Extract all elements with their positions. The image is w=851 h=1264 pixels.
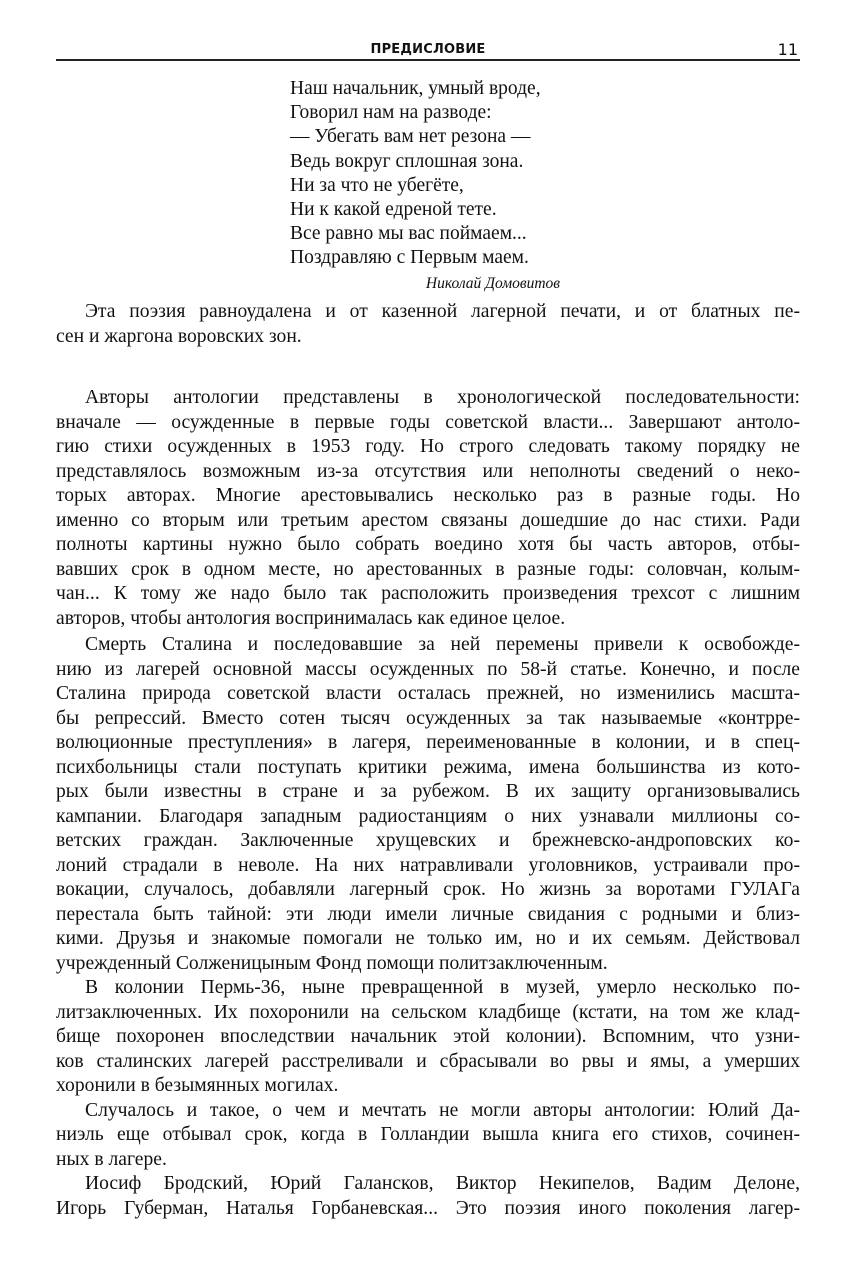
- text-line: психбольницы стали поступать критики режима, имена большинства из кото-: [56, 756, 800, 778]
- text-line: торых авторах. Многие арестовывались несколько раз в разные годы. Но: [56, 485, 800, 506]
- text-line: бы репрессий. Вместо сотен тысяч осужденных за так называемые «контрре-: [56, 707, 800, 729]
- poem-line: — Убегать вам нет резона —: [290, 126, 531, 148]
- text-line: лоний страдали в неволе. На них натравливали уголовников, устраивали про-: [56, 854, 800, 876]
- text-line: ков сталинских лагерей расстреливали и сбрасывали во рвы и ямы, а умерших: [56, 1050, 800, 1072]
- text-line: Эта поэзия равноудалена и от казенной лагерной печати, и от блатных пе-: [85, 301, 800, 322]
- text-line: В колонии Пермь-36, ныне превращенной в музей, умерло несколько по-: [85, 977, 800, 998]
- text-line: ветских граждан. Заключенные хрущевских и брежневско-андроповских ко-: [56, 830, 800, 851]
- paragraph-1: [56, 300, 800, 349]
- text-line: именно со вторым или третьим арестом связаны дошедшие до нас стихи. Ради: [56, 509, 800, 531]
- text-line: бище похоронен впоследствии начальник этой колонии). Вспомним, что узни-: [56, 1026, 800, 1047]
- running-head-title: ПРЕДИСЛОВИЕ: [370, 42, 486, 57]
- paragraph-3: [56, 633, 800, 1221]
- poem-line: Ведь вокруг сплошная зона.: [290, 150, 524, 172]
- text-line: гию стихи осужденных в 1953 году. Но строго следовать такому порядку не: [56, 436, 800, 457]
- text-line: ниэль еще отбывал срок, когда в Голландии вышла книга его стихов, сочинен-: [56, 1124, 800, 1145]
- text-line: волюционные преступления» в лагеря, переименованные в колонии, и в спец-: [56, 732, 800, 753]
- paragraph-2: [56, 386, 800, 631]
- poem-line: Ни за что не убегёте,: [290, 174, 464, 196]
- text-line: перестала быть тайной: эти люди имели личные свидания с родными и близ-: [56, 903, 800, 925]
- text-line: Игорь Губерман, Наталья Горбаневская... Это поэзия иного поколения лагер-: [56, 1197, 800, 1219]
- text-line: кими. Друзья и знакомые помогали не только им, но и их семьям. Действовал: [56, 928, 800, 949]
- poem-author: Николай Домовитов: [425, 275, 560, 292]
- text-line: Иосиф Бродский, Юрий Галансков, Виктор Некипелов, Вадим Делоне,: [85, 1173, 800, 1194]
- text-line: нию из лагерей основной массы осужденных по 58-й статье. Конечно, и после: [56, 658, 800, 680]
- text-line: полноты картины нужно было собрать воедино хотя бы часть авторов, отбы-: [56, 534, 800, 555]
- poem-line: Все равно мы вас поймаем...: [290, 223, 527, 245]
- poem-line: Говорил нам на разводе:: [290, 102, 492, 124]
- poem-epigraph: [290, 77, 541, 271]
- text-line: учрежденный Солженицыным Фонд помощи политзаключенным.: [56, 952, 608, 974]
- text-line: Сталина природа советской власти осталась прежней, но изменились масшта-: [56, 683, 800, 704]
- text-line: сен и жаргона воровских зон.: [56, 325, 302, 347]
- text-line: авторов, чтобы антология воспринималась как единое целое.: [56, 607, 566, 629]
- header-rule: [56, 59, 800, 61]
- page-number: 11: [777, 40, 798, 59]
- running-head: [56, 40, 800, 60]
- text-line: вавших срок в одном месте, но арестованных в разные годы: соловчан, колым-: [56, 558, 800, 580]
- text-line: Смерть Сталина и последовавшие за ней перемены привели к освобожде-: [85, 634, 800, 655]
- text-line: представлялось возможным из-за отсутствия или неполноты сведений о неко-: [56, 460, 800, 482]
- text-line: Случалось и такое, о чем и мечтать не могли авторы антологии: Юлий Да-: [85, 1099, 800, 1121]
- text-line: рых были известны в стране и за рубежом. В их защиту организовывались: [56, 781, 800, 802]
- text-line: вокации, случалось, добавляли лагерный срок. Но жизнь за воротами ГУЛАГа: [56, 879, 800, 900]
- text-line: ных в лагере.: [56, 1148, 167, 1170]
- poem-line: Наш начальник, умный вроде,: [290, 78, 541, 99]
- text-line: кампании. Благодаря западным радиостанциям о них узнавали миллионы со-: [56, 805, 800, 827]
- text-line: литзаключенных. Их похоронили на сельском кладбище (кстати, на том же клад-: [56, 1001, 800, 1023]
- text-line: вначале — осужденные в первые годы советской власти... Завершают антоло-: [56, 411, 800, 433]
- text-line: Авторы антологии представлены в хронологической последовательности:: [85, 387, 800, 408]
- text-line: чан... К тому же надо было так расположить произведения трехсот с лишним: [56, 583, 800, 604]
- text-line: хоронили в безымянных могилах.: [56, 1075, 339, 1096]
- poem-line: Поздравляю с Первым маем.: [290, 247, 529, 269]
- poem-line: Ни к какой едреной тете.: [290, 199, 497, 221]
